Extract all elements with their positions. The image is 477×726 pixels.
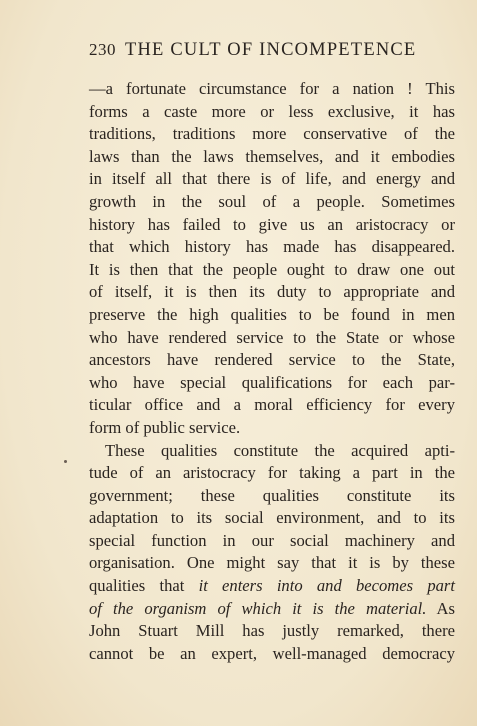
text-line: John Stuart Mill has justly remarked, there: [89, 621, 455, 641]
text-line: ticular office and a moral efficiency for every: [89, 395, 455, 415]
text-line: form of public service.: [89, 417, 241, 437]
text-line: ancestors have rendered service to the State,: [89, 350, 455, 370]
body-text: [89, 78, 455, 665]
page-number: 230: [89, 40, 116, 59]
paragraph-2: [89, 440, 455, 666]
text-line: government; these qualities constitute its: [89, 485, 455, 505]
text-line: history has failed to give us an aristocracy or: [89, 214, 455, 234]
running-title: THE CULT OF INCOMPETENCE: [125, 40, 417, 60]
page-header: [89, 40, 454, 66]
italic-fragment: it enters into and becomes part: [198, 576, 456, 596]
text-line: of itself, it is then its duty to appropriate and: [89, 282, 455, 302]
text-fragment: qualities that: [89, 576, 199, 596]
text-line: organisation. One might say that it is by these: [89, 553, 455, 573]
text-line: traditions, traditions more conservative of the: [89, 124, 455, 144]
text-line: who have special qualifications for each par-: [89, 372, 455, 392]
text-line: forms a caste more or less exclusive, it has: [89, 101, 455, 121]
italic-fragment: of the organism of which it is the material.: [89, 598, 427, 618]
paragraph-1: [89, 78, 455, 440]
text-fragment: As: [426, 598, 455, 618]
text-line: cannot be an expert, well-managed democracy: [89, 643, 455, 663]
text-line: preserve the high qualities to be found in men: [89, 304, 455, 324]
text-line: growth in the soul of a people. Sometimes: [89, 191, 455, 211]
text-line-mixed: [89, 598, 455, 621]
text-line: special function in our social machinery and: [89, 530, 455, 550]
text-line: laws than the laws themselves, and it embodies: [89, 146, 455, 166]
text-line: in itself all that there is of life, and energy and: [89, 169, 455, 189]
text-line: —a fortunate circumstance for a nation ! This: [89, 79, 455, 98]
text-line: These qualities constitute the acquired apti-: [105, 440, 455, 460]
text-line-mixed: [89, 575, 455, 598]
text-line: tude of an aristocracy for taking a part in the: [89, 463, 455, 483]
text-line: that which history has made has disappeared.: [89, 237, 455, 257]
text-line: It is then that the people ought to draw one out: [89, 259, 455, 279]
text-line: who have rendered service to the State or whose: [89, 327, 455, 347]
text-line: adaptation to its social environment, and to its: [89, 508, 455, 528]
margin-mark: [64, 460, 67, 463]
